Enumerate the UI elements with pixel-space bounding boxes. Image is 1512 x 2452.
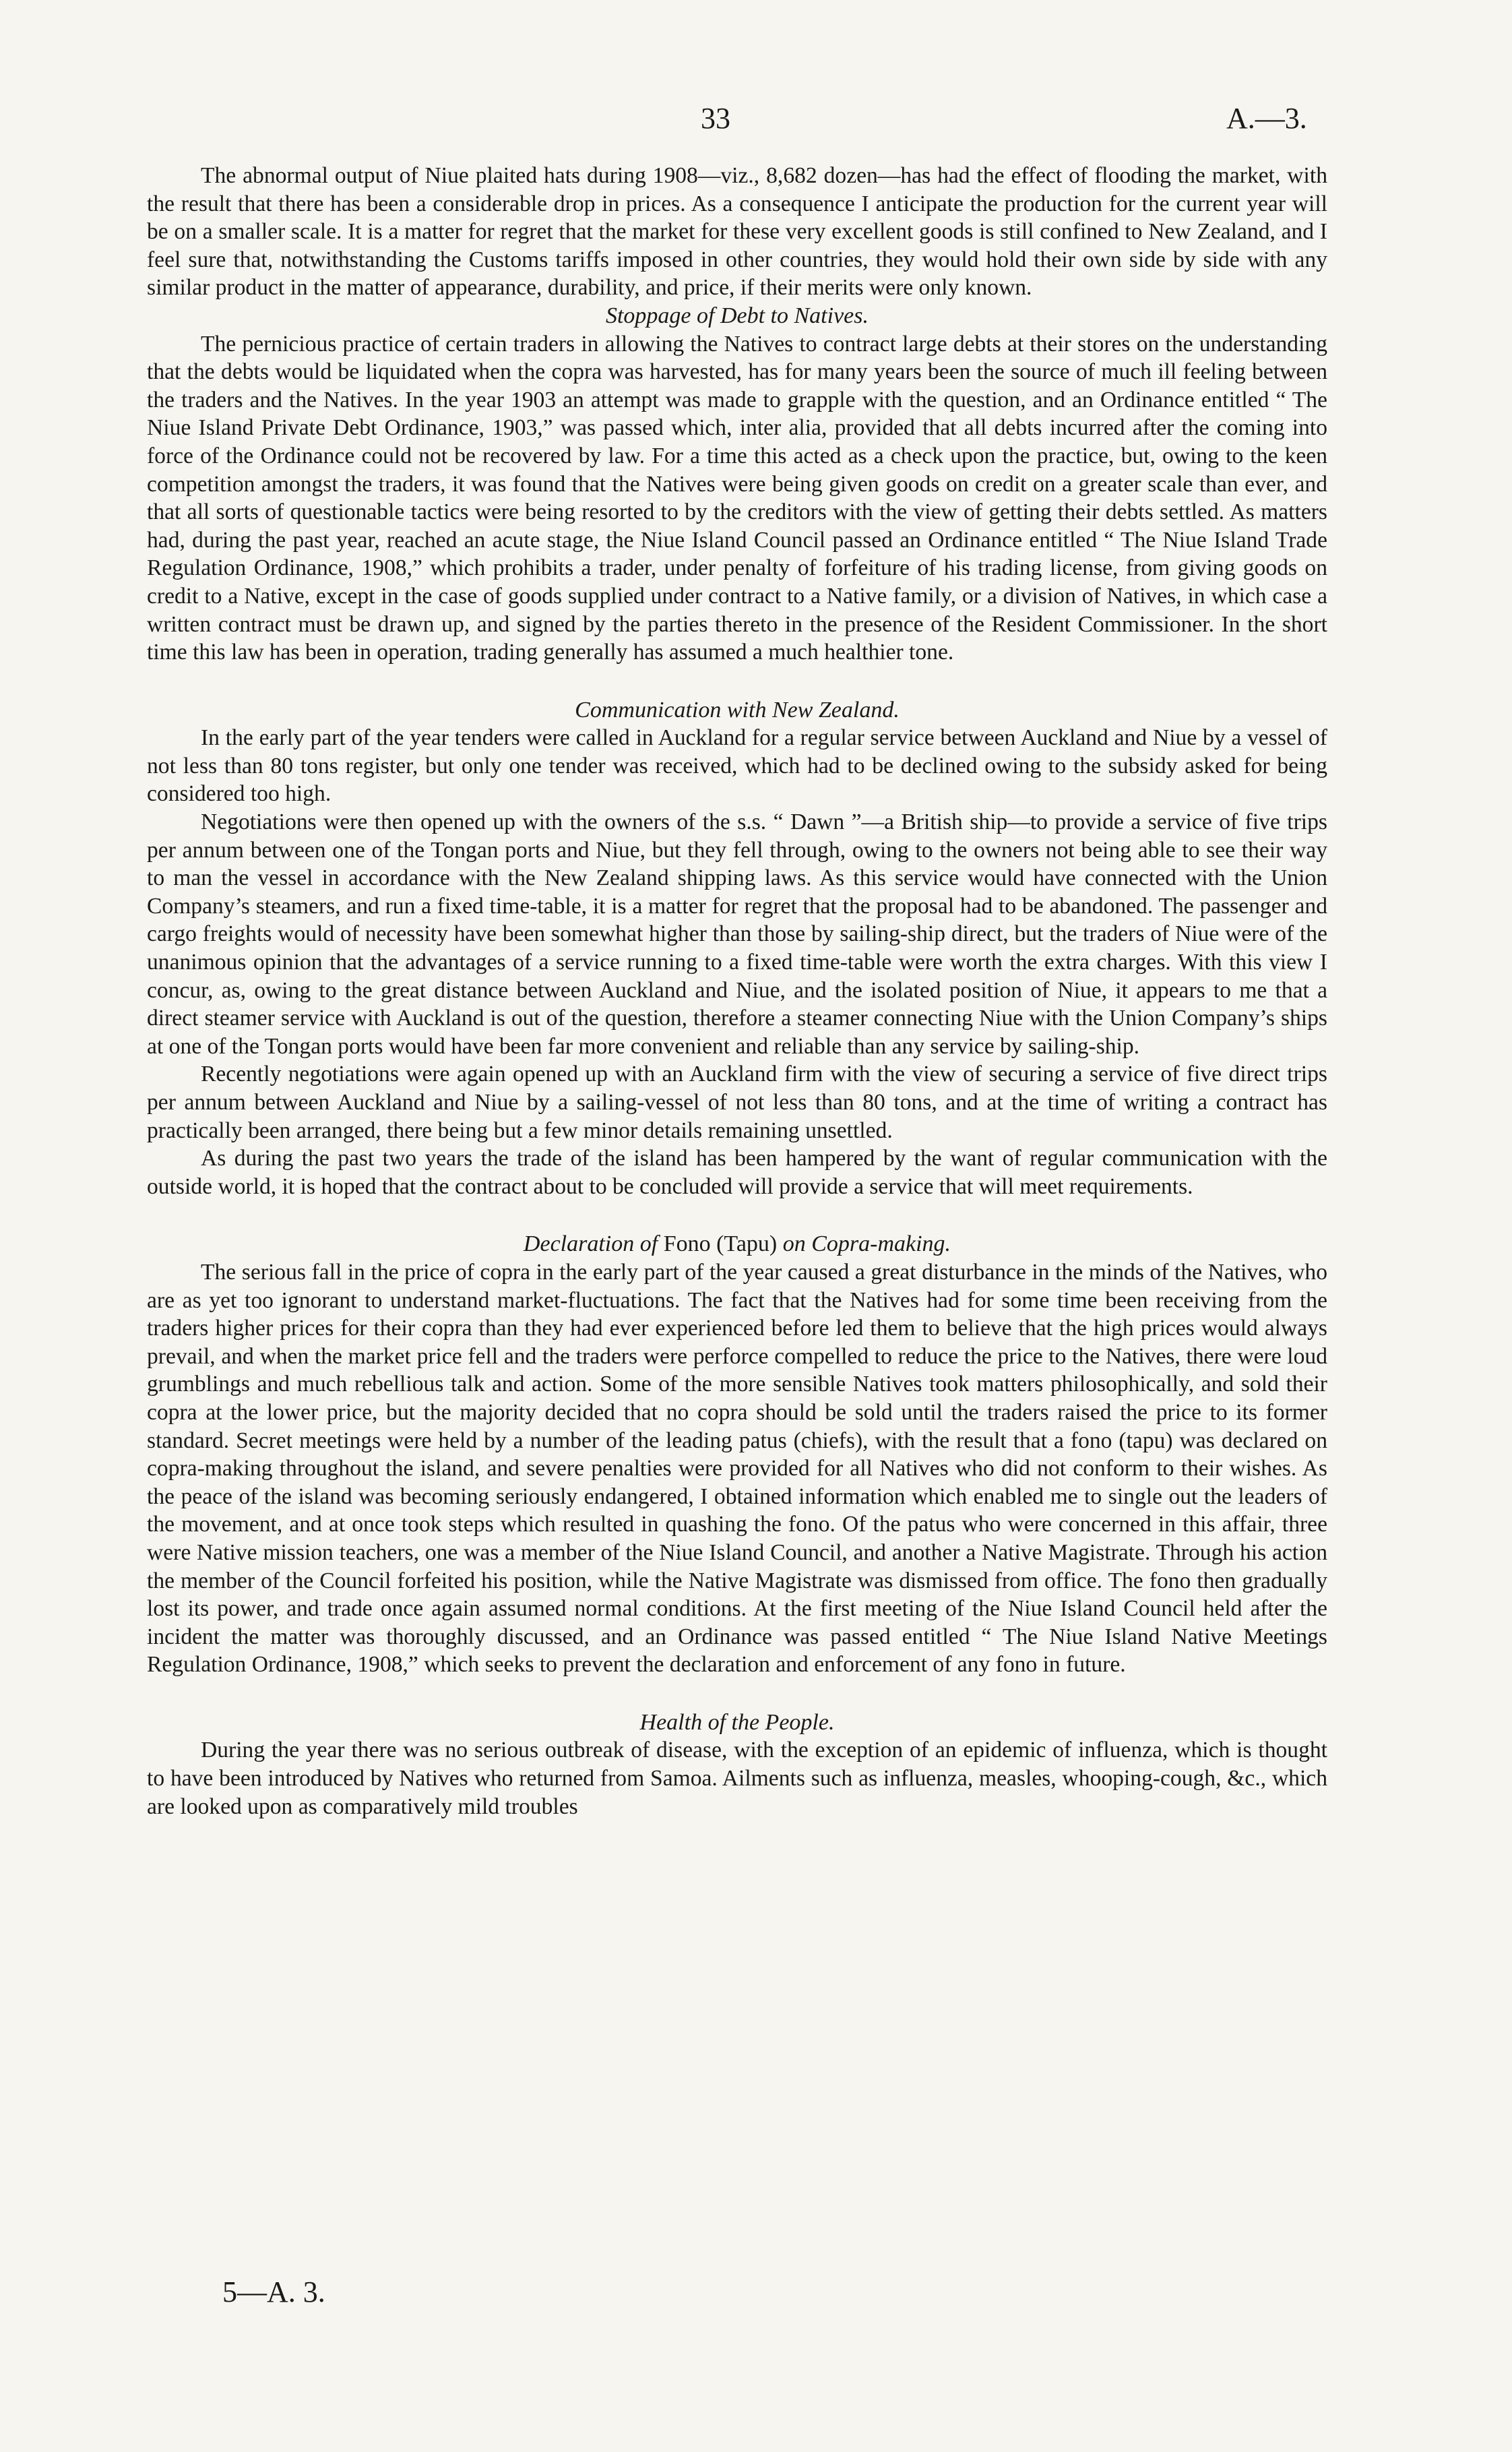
paragraph-health: During the year there was no serious outbreak of disease, with the exception of an epidemic of influenza, which is thought to have been introduced by Natives who returned from Samoa. Ailments such as influenza, measles, whooping-cough, &c., which are looked upon as comparatively mild troubles <box>147 1738 1327 1819</box>
paragraph-communication-dawn: Negotiations were then opened up with the owners of the s.s. “ Dawn ”—a British ship—to provide a service of five trips per annum between one of the Tongan ports and Niue, but they fell through, owing to the owners not being able to see their way to man the vessel in accordance with the New Zealand shipping laws. As this service would have connected with the Union Company’s steamers, and run a fixed time-table, it is a matter for regret that the proposal had to be abandoned. The passenger and cargo freights would of necessity have been somewhat higher than those by sailing-ship direct, but the traders of Niue were of the unanimous opinion that the advantages of a service running to a fixed time-table were worth the extra charges. With this view I concur, as, owing to the great distance between Auckland and Niue, and the isolated position of Niue, it appears to me that a direct steamer service with Auckland is out of the question, therefore a steamer connecting Niue with the Union Company’s ships at one of the Tongan ports would have been far more convenient and reliable than any service by sailing-ship. <box>147 809 1327 1059</box>
paragraph-communication-outlook: As during the past two years the trade of the island has been hampered by the want of regular communication with the outside world, it is hoped that the contract about to be concluded will provide a service that will meet requirements. <box>147 1146 1327 1199</box>
paragraph-communication-tenders: In the early part of the year tenders were called in Auckland for a regular service between Auckland and Niue by a vessel of not less than 80 tons register, but only one tender was received, which had to be declined owing to the subsidy asked for being considered too high. <box>147 725 1327 807</box>
page-number: 33 <box>701 102 730 135</box>
paragraph-debt: The pernicious practice of certain traders in allowing the Natives to contract large debts at their stores on the understanding that the debts would be liquidated when the copra was harvested, has for many years been the source of much ill feeling between the traders and the Natives. In the year 1903 an attempt was made to grapple with the question, and an Ordinance entitled “ The Niue Island Private Debt Ordinance, 1903,” was passed which, inter alia, provided that all debts incurred after the coming into force of the Ordinance could not be recovered by law. For a time this acted as a check upon the practice, but, owing to the keen competition amongst the traders, it was found that the Natives were being given goods on credit on a greater scale than ever, and that all sorts of questionable tactics were being resorted to by the creditors with the view of getting their debts settled. As matters had, during the past year, reached an acute stage, the Niue Island Council passed an Ordinance entitled “ The Niue Island Trade Regulation Ordinance, 1908,” which prohibits a trader, under penalty of forfeiture of his trading license, from giving goods on credit to a Native, except in the case of goods supplied under contract to a Native family, or a division of Natives, in which case a written contract must be drawn up, and signed by the parties thereto in the presence of the Resident Commissioner. In the short time this law has been in operation, trading generally has assumed a much healthier tone. <box>147 331 1327 665</box>
footer-reference: 5—A. 3. <box>222 2275 325 2308</box>
page-body <box>147 162 1327 1820</box>
paragraph-plaited-hats: The abnormal output of Niue plaited hats during 1908—viz., 8,682 dozen—has had the effect of flooding the market, with the result that there has been a considerable drop in prices. As a consequence I anticipate the production for the current year will be on a smaller scale. It is a matter for regret that the market for these very excellent goods is still confined to New Zealand, and I feel sure that, notwithstanding the Customs tariffs imposed in other countries, they would hold their own side by side with any similar product in the matter of appearance, durability, and price, if their merits were only known. <box>147 163 1327 301</box>
heading-stoppage-of-debt: Stoppage of Debt to Natives. <box>605 303 869 328</box>
heading-health: Health of the People. <box>639 1709 835 1735</box>
heading-communication: Communication with New Zealand. <box>575 697 900 723</box>
heading-fono-part-2: Fono (Tapu) <box>663 1231 778 1257</box>
heading-declaration-of-fono <box>147 1230 1327 1258</box>
document-reference: A.—3. <box>1226 102 1307 135</box>
heading-fono-part-1: Declaration of <box>523 1231 658 1257</box>
paragraph-communication-recent: Recently negotiations were again opened up with an Auckland firm with the view of securing a service of five direct trips per annum between Auckland and Niue by a sailing-vessel of not less than 80 tons, and at the time of writing a contract has practically been arranged, there being but a few minor details remaining unsettled. <box>147 1062 1327 1143</box>
heading-fono-part-3: on Copra-making. <box>782 1231 951 1257</box>
paragraph-fono: The serious fall in the price of copra in the early part of the year caused a great disturbance in the minds of the Natives, who are as yet too ignorant to understand market-fluctuations. The fact that the Natives had for some time been receiving from the traders higher prices for their copra than they had ever experienced before led them to believe that the high prices would always prevail, and when the market price fell and the traders were perforce compelled to reduce the price to the Natives, there were loud grumblings and much rebellious talk and action. Some of the more sensible Natives took matters philosophically, and sold their copra at the lower price, but the majority decided that no copra should be sold until the traders raised the price to its former standard. Secret meetings were held by a number of the leading patus (chiefs), with the result that a fono (tapu) was declared on copra-making throughout the island, and severe penalties were provided for all Natives who did not conform to their wishes. As the peace of the island was becoming seriously endangered, I obtained information which enabled me to single out the leaders of the movement, and at once took steps which resulted in quashing the fono. Of the patus who were concerned in this affair, three were Native mission teachers, one was a member of the Niue Island Council, and another a Native Magistrate. Through his action the member of the Council forfeited his position, while the Native Magistrate was dismissed from office. The fono then gradually lost its power, and trade once again assumed normal conditions. At the first meeting of the Niue Island Council held after the incident the matter was thoroughly discussed, and an Ordinance was passed entitled “ The Niue Island Native Meetings Regulation Ordinance, 1908,” which seeks to prevent the declaration and enforcement of any fono in future. <box>147 1259 1327 1678</box>
